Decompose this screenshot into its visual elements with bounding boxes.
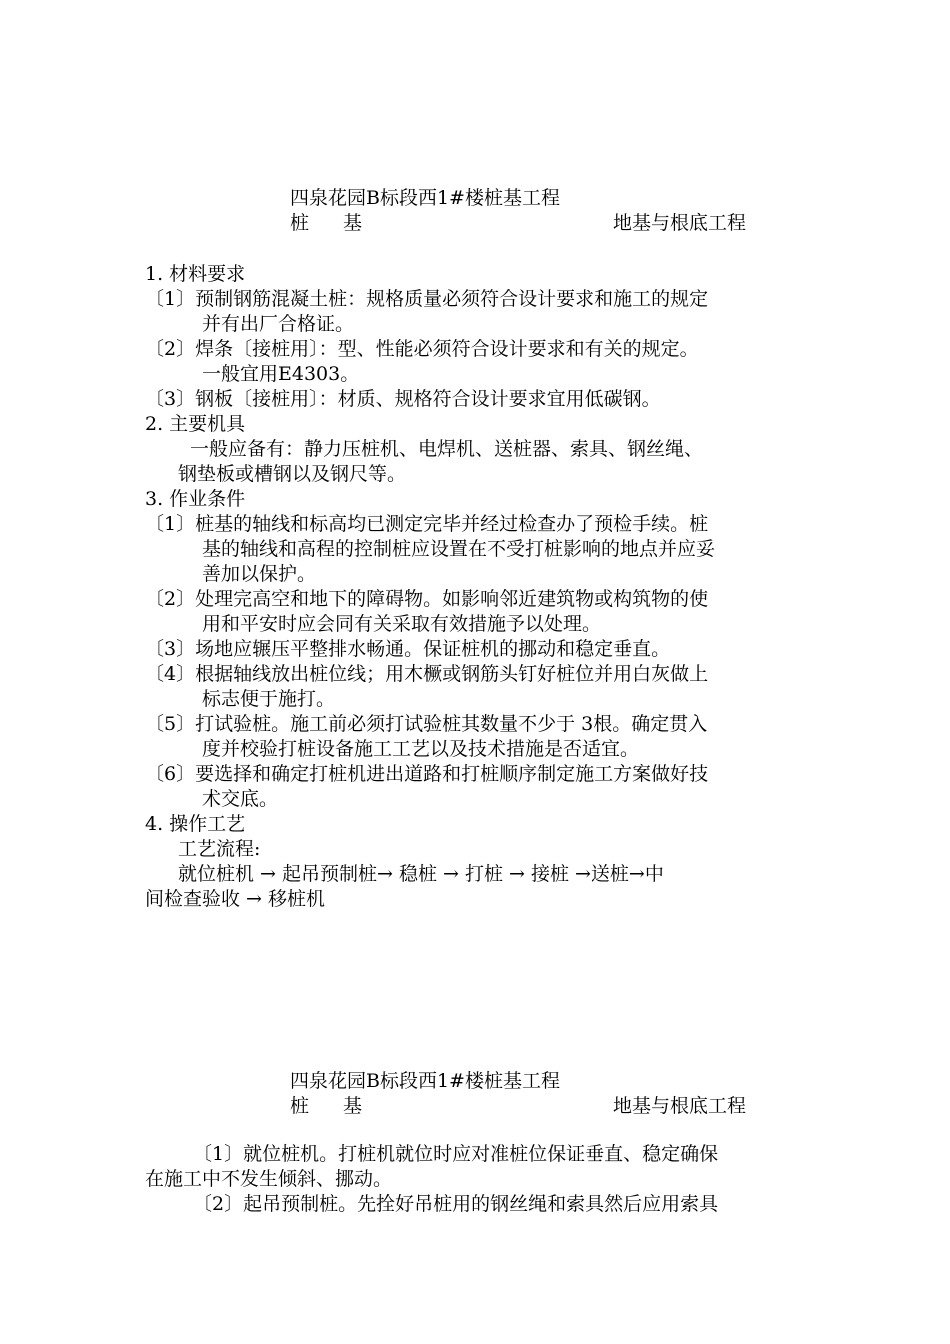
paragraph-line: 〔5〕打试验桩。施工前必须打试验桩其数量不少于 3根。确定贯入	[145, 713, 708, 735]
page-header-left: 桩 基	[290, 212, 377, 234]
paragraph-line: 〔6〕要选择和确定打桩机进出道路和打桩顺序制定施工方案做好技	[145, 763, 709, 785]
process-flow-line: 就位桩机 → 起吊预制桩→ 稳桩 → 打桩 → 接桩 →送桩→中	[178, 863, 664, 885]
paragraph-line: 〔2〕起吊预制桩。先拴好吊桩用的钢丝绳和索具然后应用索具	[193, 1193, 719, 1215]
paragraph-line: 〔2〕焊条〔接桩用〕：型、性能必须符合设计要求和有关的规定。	[145, 338, 699, 360]
section-heading: 2. 主要机具	[145, 413, 246, 435]
paragraph-line: 用和平安时应会同有关采取有效措施予以处理。	[202, 613, 602, 635]
paragraph-line: 〔3〕钢板〔接桩用〕：材质、规格符合设计要求宜用低碳钢。	[145, 388, 661, 410]
paragraph-line: 〔1〕就位桩机。打桩机就位时应对准桩位保证垂直、稳定确保	[193, 1143, 719, 1165]
paragraph-line: 〔1〕桩基的轴线和标高均已测定完毕并经过检查办了预检手续。桩	[145, 513, 709, 535]
paragraph-line: 一般应备有：静力压桩机、电焊机、送桩器、索具、钢丝绳、	[190, 438, 704, 460]
section-heading: 4. 操作工艺	[145, 813, 246, 835]
paragraph-line: 钢垫板或槽钢以及钢尺等。	[178, 463, 407, 485]
paragraph-line: 基的轴线和高程的控制桩应设置在不受打桩影响的地点并应妥	[202, 538, 716, 560]
process-flow-line: 间检查验收 → 移桩机	[145, 888, 325, 910]
paragraph-line: 〔3〕场地应辗压平整排水畅通。保证桩机的挪动和稳定垂直。	[145, 638, 671, 660]
paragraph-line: 并有出厂合格证。	[202, 313, 355, 335]
paragraph-line: 〔1〕预制钢筋混凝土桩：规格质量必须符合设计要求和施工的规定	[145, 288, 709, 310]
paragraph-line: 一般宜用E4303。	[202, 363, 360, 385]
paragraph-line: 〔2〕处理完高空和地下的障碍物。如影响邻近建筑物或构筑物的使	[145, 588, 709, 610]
flow-label: 工艺流程:	[178, 838, 261, 860]
section-heading: 3. 作业条件	[145, 488, 246, 510]
paragraph-line: 度并校验打桩设备施工工艺以及技术措施是否适宜。	[202, 738, 640, 760]
paragraph-line: 术交底。	[202, 788, 279, 810]
paragraph-line: 标志便于施打。	[202, 688, 336, 710]
page-header-left: 桩 基	[290, 1095, 377, 1117]
page-header-right: 地基与根底工程	[613, 212, 747, 234]
page-header-right: 地基与根底工程	[613, 1095, 747, 1117]
paragraph-line: 〔4〕根据轴线放出桩位线；用木橛或钢筋头钉好桩位并用白灰做上	[145, 663, 709, 685]
paragraph-line: 在施工中不发生倾斜、挪动。	[145, 1168, 393, 1190]
section-heading: 1. 材料要求	[145, 263, 246, 285]
paragraph-line: 善加以保护。	[202, 563, 317, 585]
page-header-title: 四泉花园B标段西1#楼桩基工程	[290, 1070, 560, 1092]
page-header-title: 四泉花园B标段西1#楼桩基工程	[290, 187, 560, 209]
